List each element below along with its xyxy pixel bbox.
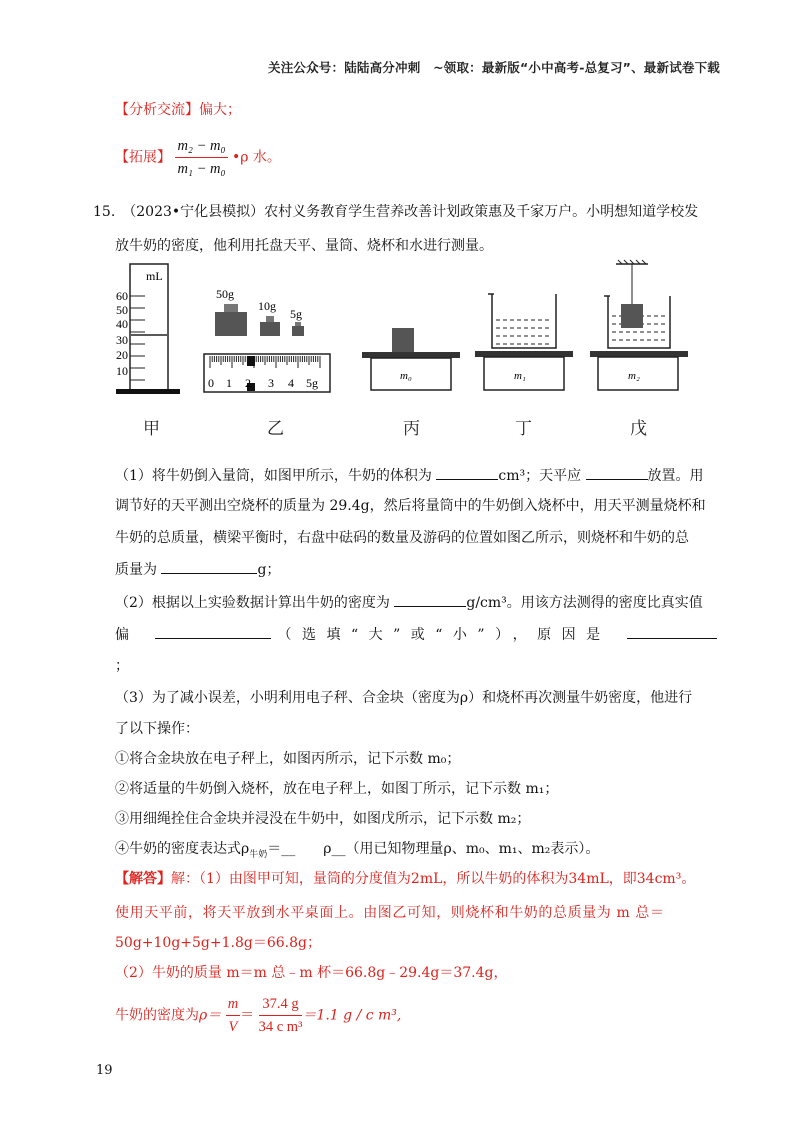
fraction-numerator-m: m (226, 994, 240, 1016)
solution-equals: ＝ (240, 1007, 255, 1024)
part1-line3: 牛奶的总质量，横梁平衡时，右盘中砝码的数量及游码的位置如图乙所示，则烧杯和牛奶的总 (115, 530, 689, 546)
ruler-rider (247, 356, 255, 366)
scale-label-m0: m₀ (400, 370, 412, 382)
analysis-tag: 【分析交流】 (115, 102, 199, 118)
alloy-block (392, 328, 414, 352)
weight-label-5g: 5g (290, 307, 302, 321)
extension-numerator: m₂ − m₀ (175, 136, 227, 158)
answer-blank-bias[interactable] (155, 624, 271, 639)
extension-line (115, 136, 281, 179)
answer-blank-placement[interactable] (586, 465, 648, 480)
part3-step2: ②将适量的牛奶倒入烧杯，放在电子秤上，如图丁所示，记下示数 m₁； (115, 781, 559, 797)
part2-text-c: 偏 (115, 627, 129, 643)
ruler-tick-label: 1 (226, 376, 232, 390)
part1-text-g: g； (257, 562, 281, 578)
solution-text-5b: ＝1.1 g / c m³, (302, 1007, 402, 1024)
cylinder-tick: 50 (116, 303, 128, 317)
hanging-alloy-block (621, 304, 643, 328)
weight-50g (215, 312, 247, 336)
page-header: 关注公众号：陆陆高分冲刺 ~领取：最新版“小中高考-总复习”、最新试卷下载 (268, 60, 720, 75)
solution-line2: 使用天平前，将天平放到水平桌面上。由图乙可知，则烧杯和牛奶的总质量为 m 总＝ (115, 905, 665, 921)
solution-line3: 50g+10g+5g+1.8g＝66.8g； (115, 935, 321, 951)
part2-line3: ； (115, 658, 129, 674)
weight-label-10g: 10g (258, 299, 276, 313)
density-fraction-numeric (259, 994, 303, 1037)
part1-text-a: （1）将牛奶倒入量筒，如图甲所示，牛奶的体积为 (115, 468, 432, 484)
part2-text-a: （2）根据以上实验数据计算出牛奶的密度为 (115, 595, 390, 611)
figure-scale-bing (362, 328, 460, 390)
caption-yi: 乙 (267, 419, 284, 439)
part3-step4-sub: 牛奶 (249, 849, 268, 860)
weight-5g (292, 326, 304, 336)
part1-line2: 调节好的天平测出空烧杯的质量为 29.4g，然后将量筒中的牛奶倒入烧杯中，用天平测量烧杯和 (115, 498, 706, 514)
cylinder-tick: 10 (116, 364, 128, 378)
part3-step1: ①将合金块放在电子秤上，如图丙所示，记下示数 m₀； (115, 751, 461, 767)
weight-label-50g: 50g (216, 287, 234, 301)
q15-line1: 15. （2023•宁化县模拟）农村义务教育学生营养改善计划政策惠及千家万户。小明想知道学校发 (93, 204, 699, 220)
part3-line2: 了以下操作： (115, 721, 199, 737)
part2-text-b: g/cm³。用该方法测得的密度比真实值 (466, 595, 703, 611)
part1-text-b: cm³；天平应 (498, 468, 582, 484)
solution-text-1: 解：（1）由图甲可知，量筒的分度值为2mL，所以牛奶的体积为34mL，即34cm³。 (171, 871, 696, 887)
solution-text-5a: 牛奶的密度为 (115, 1007, 199, 1024)
scale-label-m1: m₁ (514, 370, 526, 382)
solution-line5 (115, 994, 401, 1037)
ruler-tick-label: 0 (208, 376, 214, 390)
caption-wu: 戊 (630, 419, 647, 439)
solution-line4: （2）牛奶的质量 m＝m 总﹣m 杯＝66.8g﹣29.4g＝37.4g， (115, 965, 508, 981)
analysis-answer: 偏大； (199, 102, 241, 118)
solution-line1 (115, 869, 695, 889)
part3-step4-text-b: ＝__ ρ__（用已知物理量ρ、m₀、m₁、m₂表示）。 (267, 841, 600, 857)
weight-10g (260, 322, 280, 336)
figure-cylinder (116, 264, 180, 394)
answer-blank-total-mass[interactable] (161, 559, 257, 574)
part3-line1: （3）为了减小误差，小明利用电子秤、合金块（密度为ρ）和烧杯再次测量牛奶密度，他进行 (115, 690, 693, 706)
cylinder-tick: 20 (116, 348, 128, 362)
fraction-denominator-v: V (228, 1019, 238, 1035)
solution-rho: ρ＝ (199, 1007, 222, 1024)
part3-step4 (115, 839, 599, 865)
ruler-tick-label: 5g (306, 376, 318, 390)
part1-line1 (115, 465, 704, 486)
part1-text-f: 质量为 (115, 562, 157, 578)
q15-line2: 放牛奶的密度，他利用托盘天平、量筒、烧杯和水进行测量。 (115, 238, 493, 254)
answer-blank-density[interactable] (394, 592, 466, 607)
ruler-ticks (210, 356, 320, 368)
weight-50g-knob (224, 304, 238, 312)
ruler-tick-label: 3 (268, 376, 274, 390)
fraction-denominator-value: 34 c m³ (258, 1019, 303, 1035)
cylinder-tick: 60 (116, 289, 128, 303)
weight-10g-knob (266, 316, 274, 322)
figure-scale-ding (475, 294, 573, 390)
analysis-line (115, 100, 241, 120)
extension-fraction (175, 136, 227, 179)
solution-tag: 【解答】 (115, 871, 171, 887)
part3-step4-text-a: ④牛奶的密度表达式ρ (115, 841, 250, 857)
extension-tag: 【拓展】 (115, 149, 171, 166)
part1-text-c: 放置。用 (647, 468, 704, 484)
part2-line2 (115, 624, 717, 645)
scale-label-m2: m₂ (628, 370, 640, 382)
page-number: 19 (96, 1063, 113, 1078)
fraction-numerator-value: 37.4 g (259, 994, 303, 1016)
answer-blank-reason[interactable] (627, 624, 717, 639)
extension-suffix: •ρ 水。 (231, 149, 281, 166)
caption-bing: 丙 (403, 419, 420, 439)
cylinder-unit: mL (146, 269, 163, 283)
caption-ding: 丁 (515, 419, 532, 439)
answer-blank-volume[interactable] (436, 465, 498, 480)
part3-step3: ③用细绳拴住合金块并浸没在牛奶中，如图戊所示，记下示数 m₂； (115, 811, 531, 827)
weight-5g-knob (295, 322, 301, 326)
part1-line4 (115, 559, 280, 580)
figure-scale-wu (590, 260, 688, 390)
cylinder-tick: 30 (116, 333, 128, 347)
part2-line1 (115, 592, 703, 613)
cylinder-tick: 40 (116, 317, 128, 331)
figure-weights (204, 287, 330, 392)
caption-jia: 甲 (143, 419, 160, 439)
experiment-figures (100, 258, 720, 408)
part2-text-d: （选填“大”或“小”），原因是 (277, 627, 611, 643)
extension-denominator: m₁ − m₀ (177, 161, 226, 177)
ruler-tick-label: 4 (288, 376, 294, 390)
ruler-tick-label: 2 (245, 376, 251, 390)
density-fraction-symbolic (226, 994, 240, 1037)
